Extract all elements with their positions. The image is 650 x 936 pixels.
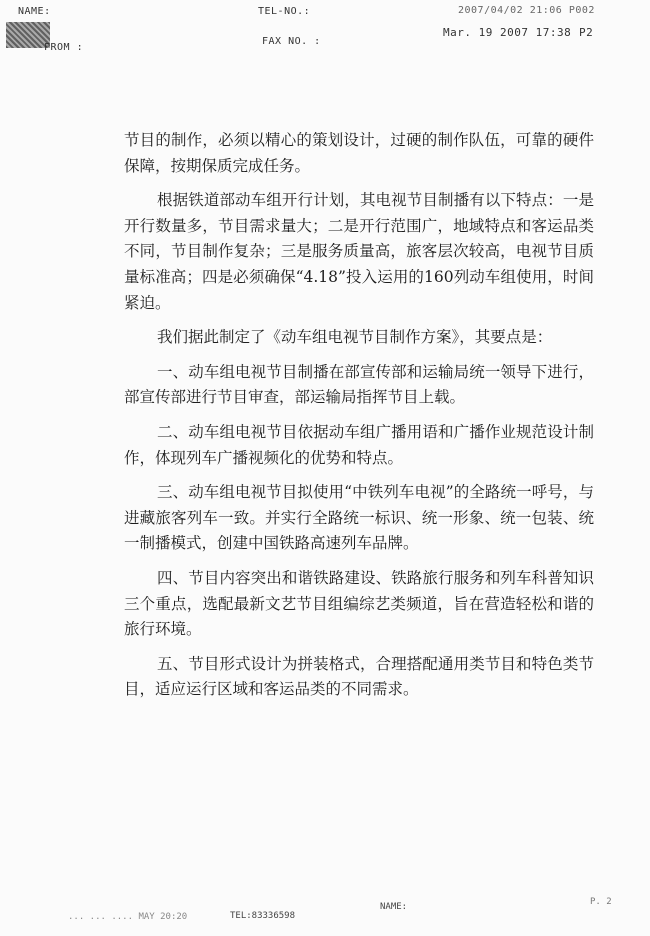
- paragraph-4: 一、动车组电视节目制播在部宣传部和运输局统一领导下进行，部宣传部进行节目审查，部运输局指挥节目上载。: [124, 362, 594, 407]
- paragraph-8: 五、节目形式设计为拼装格式，合理搭配通用类节目和特色类节目，适应运行区域和客运品类的不同需求。: [124, 654, 594, 699]
- paragraph-1: 节目的制作，必须以精心的策划设计，过硬的制作队伍，可靠的硬件保障，按期保质完成任务。: [124, 131, 594, 175]
- header-sent-datetime: 2007/04/02 21:06 P002: [458, 5, 595, 16]
- header-received-datetime: Mar. 19 2007 17:38: [443, 26, 572, 39]
- paragraph-2: 根据铁道部动车组开行计划，其电视节目制播有以下特点：一是开行数量多，节目需求量大；二是开行范围广，地域特点和客运品类不同，节目制作复杂；三是服务质量高，旅客层次较高，电视节目质量标准高；四是必须确保“4.18”投入运用的160列动车组使用，时间紧迫。: [124, 191, 594, 312]
- paragraph-3: 我们据此制定了《动车组电视节目制作方案》，其要点是：: [157, 328, 553, 347]
- paragraph-6: 三、动车组电视节目拟使用“中铁列车电视”的全路统一呼号，与进藏旅客列车一致。并实行全路统一标识、统一形象、统一包装、统一制播模式，创建中国铁路高速列车品牌。: [124, 483, 594, 553]
- footer-page-number: P. 2: [590, 897, 650, 936]
- header-tel-label: TEL-NO.:: [258, 6, 311, 17]
- header-fax-label: FAX NO. :: [262, 36, 321, 47]
- paragraph-5: 二、动车组电视节目依据动车组广播用语和广播作业规范设计制作，体现列车广播视频化的优势和特点。: [124, 422, 594, 467]
- paragraph-7: 四、节目内容突出和谐铁路建设、铁路旅行服务和列车科普知识三个重点，选配最新文艺节目组编综艺类频道，旨在营造轻松和谐的旅行环境。: [124, 568, 594, 639]
- header-page-marker: P2: [579, 26, 594, 39]
- document-body: [124, 128, 594, 712]
- header-from-label: FROM :: [44, 42, 84, 53]
- footer-fuzzy-line: ... ... .... MAY 20:20: [68, 912, 188, 922]
- footer-name-label: NAME:: [380, 902, 408, 912]
- footer-tel-line: TEL:83336598: [230, 911, 296, 921]
- header-name-label: NAME:: [18, 6, 51, 17]
